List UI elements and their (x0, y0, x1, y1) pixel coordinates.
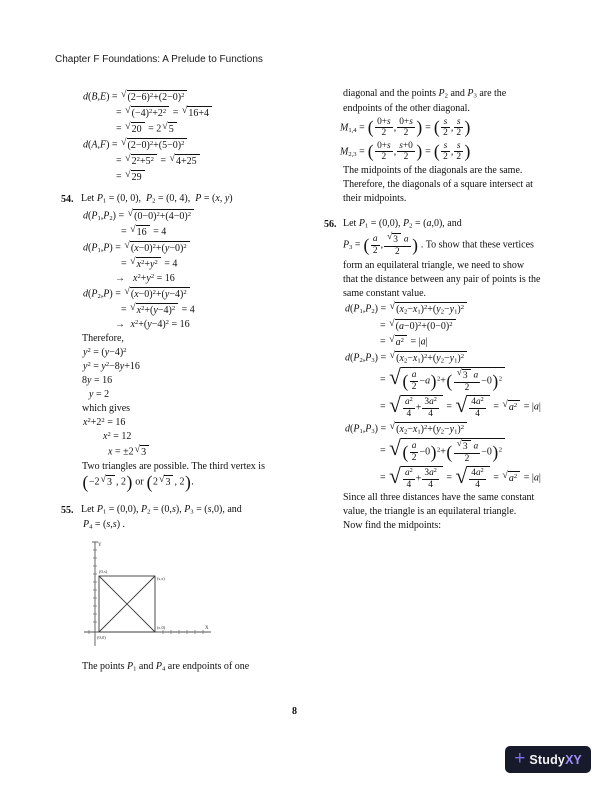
x-axis-label: X (205, 625, 209, 631)
math-line: The points $P_1$ and $P_4$ are endpoints of one (82, 660, 250, 673)
equation-block (55, 504, 313, 531)
math-line: d(B,E) = √ $(2-6)^2+(2-0)^2$ (83, 90, 313, 104)
problem-55 (55, 504, 313, 673)
math-line: endpoints of the other diagonal. (343, 102, 470, 114)
right-column (318, 88, 578, 534)
math-line: $P_3$ = ( $\frac{a}{2}$ , √ 3 a 2 ) . To show that these vertices (343, 232, 534, 257)
page-number: 8 (292, 706, 297, 717)
math-line: $x^2+2^2 = 16$ (83, 416, 126, 428)
math-line: $d(P_1,P_2)$ = √ $(x_2-x_1)^2+(y_2-y_1)^2$ (345, 302, 578, 317)
top-left-label: (0,s) (99, 568, 108, 574)
top-right-label: (s,s) (157, 575, 165, 581)
studyxy-logo (505, 746, 591, 773)
math-line: $d(P_2,P)$ = √ $(x-0)^2+(y-4)^2$ (83, 287, 313, 301)
y-axis-label: Y (98, 542, 102, 548)
math-line: = √ $\frac{a^2}{4}$ + $\frac{3a^2}{4}$ = √ $\frac{4a^2}{4}$ = √ $a^2$ = |a| (380, 393, 541, 419)
chapter-header: Chapter F Foundations: A Prelude to Functions (55, 54, 263, 65)
math-line: Two triangles are possible. The third vertex is (82, 460, 265, 472)
math-line: that the distance between any pair of points is the (343, 274, 541, 286)
math-line: y = 2 (89, 388, 110, 400)
math-line: Let $P_1 = (0,0)$, $P_2 = (0,s)$, $P_3 = (s,0)$, and (81, 504, 242, 517)
math-line: → $x^2+y^2 = 16$ (115, 272, 175, 284)
math-line: $y^2 = (y-4)^2$ (83, 346, 127, 358)
math-line: which gives (82, 402, 131, 414)
math-line: $d(P_1,P_3)$ = √ $(x_2-x_1)^2+(y_2-y_1)^2$ (345, 422, 578, 437)
problem-55-figure (81, 536, 221, 658)
problem-number: 55. (61, 505, 74, 517)
equation-block (318, 218, 578, 533)
math-line: form an equilateral triangle, we need to show (343, 260, 525, 272)
math-line: = √ ( $\frac{a}{2}$ −a)$^2$+( √ 3 a 2 −0)$^2$ (380, 367, 578, 393)
math-line: d(A,F) = √ $(2-0)^2+(5-0)^2$ (83, 138, 313, 152)
math-line: = √ 29 (116, 170, 313, 184)
math-line: $y^2 = y^2-8y+16$ (83, 360, 140, 372)
math-line: $d(P_1,P)$ = √ $(x-0)^2+(y-0)^2$ (83, 241, 313, 255)
math-line: $d(P_2,P_3)$ = √ $(x_2-x_1)^2+(y_2-y_1)^2$ (345, 351, 578, 366)
origin-label: (0,0) (97, 634, 106, 640)
math-line: = √ 20 = 2 √ 5 (116, 122, 313, 136)
problem-56 (318, 218, 578, 533)
plus-icon: + (514, 748, 526, 769)
math-line: = √ ( $\frac{a}{2}$ −0)$^2$+( √ 3 a 2 −0)$^2$ (380, 438, 578, 464)
math-line: = √ $(-4)^2+2^2$ = √ 16+4 (116, 106, 313, 120)
problem-number: 56. (324, 218, 337, 230)
math-line: = √ 16 = 4 (121, 223, 167, 238)
bottom-right-label: (s,0) (157, 624, 166, 630)
math-line: The midpoints of the diagonals are the same. (343, 164, 523, 176)
math-line: their midpoints. (343, 192, 407, 204)
math-line: same constant value. (343, 288, 427, 300)
math-line: → $x^2+(y-4)^2 = 16$ (115, 318, 190, 330)
square-with-diagonals (99, 576, 155, 632)
math-line: x = ±2 √ 3 (108, 445, 313, 459)
math-line: Therefore, the diagonals of a square intersect at (343, 178, 533, 190)
logo-text-study: Study (529, 752, 566, 767)
problem-54 (55, 193, 313, 492)
math-line: value, the triangle is an equilateral triangle. (343, 506, 517, 518)
math-line: 8y = 16 (82, 374, 113, 386)
equation-block (55, 193, 313, 492)
math-line: $d(P_1,P_2)$ = √ $(0-0)^2+(4-0)^2$ (83, 209, 313, 223)
math-line: $M_{2,3}$ = ( $\frac{0+s}{2}$ , $\frac{s+0}{2}$ ) = ( $\frac{s}{2}$ , $\frac{s}{2}$ ) (340, 140, 471, 163)
problem-53-continuation (55, 90, 313, 184)
logo-text-xy: XY (565, 752, 582, 767)
math-line: = √ $2^2+5^2$ = √ 4+25 (116, 154, 313, 168)
figure-caption (55, 661, 313, 674)
math-line: Now find the midpoints: (343, 520, 442, 532)
equation-block (318, 88, 578, 205)
math-line: diagonal and the points $P_2$ and $P_3$ are the (343, 88, 507, 100)
math-line: = √ $(a-0)^2+(0-0)^2$ (380, 319, 578, 333)
equation-block (55, 90, 313, 184)
math-line: (−2 √ 3 , 2) or (2 √ 3 , 2). (82, 471, 194, 492)
logo-text (529, 753, 581, 767)
problem-number: 54. (61, 194, 74, 205)
left-column (55, 90, 313, 675)
math-line: = √ $a^2$ = |a| (380, 333, 428, 348)
math-line: Let $P_1 = (0$, 0), $P_2 = (0$, 4), P = (x, y) (81, 193, 233, 205)
math-line: $P_4 = (s,s)$ . (83, 518, 126, 531)
math-line: = √ $x^2+y^2$ = 4 (121, 255, 178, 270)
math-line: $M_{1,4}$ = ( $\frac{0+s}{2}$ , $\frac{0+s}{2}$ ) = ( $\frac{s}{2}$ , $\frac{s}{2}$ ) (340, 116, 471, 139)
math-line: Since all three distances have the same constant (343, 492, 535, 504)
math-line: Let $P_1 = (0,0)$, $P_2 = (a,0)$, and (343, 217, 462, 230)
problem-55-continuation (318, 88, 578, 205)
math-line: Therefore, (82, 332, 124, 344)
math-line: = √ $x^2+(y-4)^2$ = 4 (121, 301, 195, 316)
math-line: = √ $\frac{a^2}{4}$ + $\frac{3a^2}{4}$ = √ $\frac{4a^2}{4}$ = √ $a^2$ = |a| (380, 464, 541, 490)
math-line: $x^2 = 12$ (103, 430, 132, 442)
